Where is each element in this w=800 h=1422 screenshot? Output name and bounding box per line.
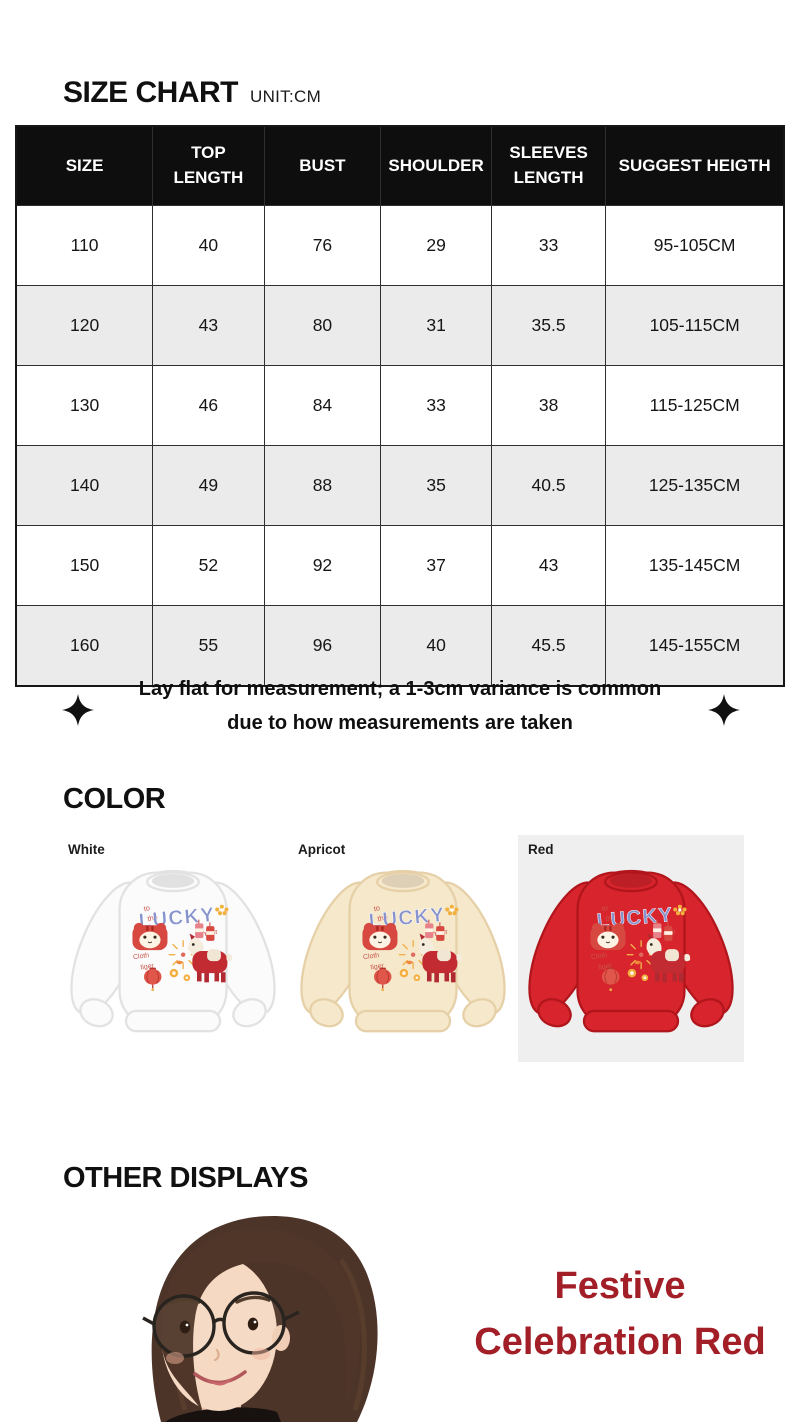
top-length-cell: 52 (153, 526, 264, 606)
col-header-shoulder: SHOULDER (381, 126, 492, 206)
measurement-note (0, 672, 800, 740)
other-displays-title: OTHER DISPLAYS (63, 1162, 308, 1194)
sweatshirt-image-white (58, 845, 288, 1057)
size-cell: 120 (16, 286, 153, 366)
color-option-apricot (288, 835, 518, 1065)
top-length-cell: 55 (153, 606, 264, 687)
table-row (16, 206, 784, 286)
col-header-sleeves-length: SLEEVES LENGTH (491, 126, 605, 206)
shoulder-cell: 35 (381, 446, 492, 526)
shoulder-cell: 40 (381, 606, 492, 687)
size-chart-title: SIZE CHART (63, 76, 238, 109)
color-label: Red (528, 842, 554, 857)
col-header-top-length: TOP LENGTH (153, 126, 264, 206)
height-cell: 135-145CM (606, 526, 784, 606)
shoulder-cell: 37 (381, 526, 492, 606)
caption-line-1: Festive (554, 1265, 686, 1307)
note-line-1: Lay flat for measurement; a 1-3cm variance is common (138, 678, 662, 700)
bust-cell: 88 (264, 446, 381, 526)
top-length-cell: 43 (153, 286, 264, 366)
sleeves-cell: 33 (491, 206, 605, 286)
size-cell: 160 (16, 606, 153, 687)
shoulder-cell: 31 (381, 286, 492, 366)
table-row (16, 526, 784, 606)
col-header-suggest-height: SUGGEST HEIGTH (606, 126, 784, 206)
color-option-red (518, 835, 744, 1062)
color-section-title: COLOR (63, 783, 166, 815)
top-length-cell: 40 (153, 206, 264, 286)
shoulder-cell: 33 (381, 366, 492, 446)
top-length-cell: 46 (153, 366, 264, 446)
sparkle-icon (708, 694, 740, 726)
color-label: Apricot (298, 842, 346, 857)
caption-line-2: Celebration Red (474, 1321, 766, 1363)
color-option-white (58, 835, 288, 1065)
color-label: White (68, 842, 105, 857)
table-header-row (16, 126, 784, 206)
size-chart-heading (63, 76, 321, 110)
sleeves-cell: 38 (491, 366, 605, 446)
model-photo (105, 1210, 445, 1422)
size-cell: 110 (16, 206, 153, 286)
col-header-size: SIZE (16, 126, 153, 206)
size-cell: 130 (16, 366, 153, 446)
sleeves-cell: 35.5 (491, 286, 605, 366)
sweatshirt-image-red (518, 845, 744, 1057)
height-cell: 145-155CM (606, 606, 784, 687)
sleeves-cell: 40.5 (491, 446, 605, 526)
height-cell: 125-135CM (606, 446, 784, 526)
bust-cell: 76 (264, 206, 381, 286)
col-header-bust: BUST (264, 126, 381, 206)
bust-cell: 84 (264, 366, 381, 446)
bust-cell: 92 (264, 526, 381, 606)
colorway-caption (452, 1258, 788, 1370)
sweatshirt-image-apricot (288, 845, 518, 1057)
size-chart-table (15, 125, 785, 687)
bust-cell: 96 (264, 606, 381, 687)
sweater-body (288, 873, 518, 1032)
note-line-2: due to how measurements are taken (227, 712, 573, 734)
height-cell: 115-125CM (606, 366, 784, 446)
size-cell: 150 (16, 526, 153, 606)
table-row (16, 366, 784, 446)
shoulder-cell: 29 (381, 206, 492, 286)
bust-cell: 80 (264, 286, 381, 366)
top-length-cell: 49 (153, 446, 264, 526)
sleeves-cell: 43 (491, 526, 605, 606)
size-chart-unit: UNIT:CM (250, 87, 322, 106)
table-row (16, 446, 784, 526)
size-cell: 140 (16, 446, 153, 526)
sweater-body (58, 873, 288, 1032)
sleeves-cell: 45.5 (491, 606, 605, 687)
table-row (16, 286, 784, 366)
height-cell: 105-115CM (606, 286, 784, 366)
sweater-body (518, 873, 744, 1032)
height-cell: 95-105CM (606, 206, 784, 286)
